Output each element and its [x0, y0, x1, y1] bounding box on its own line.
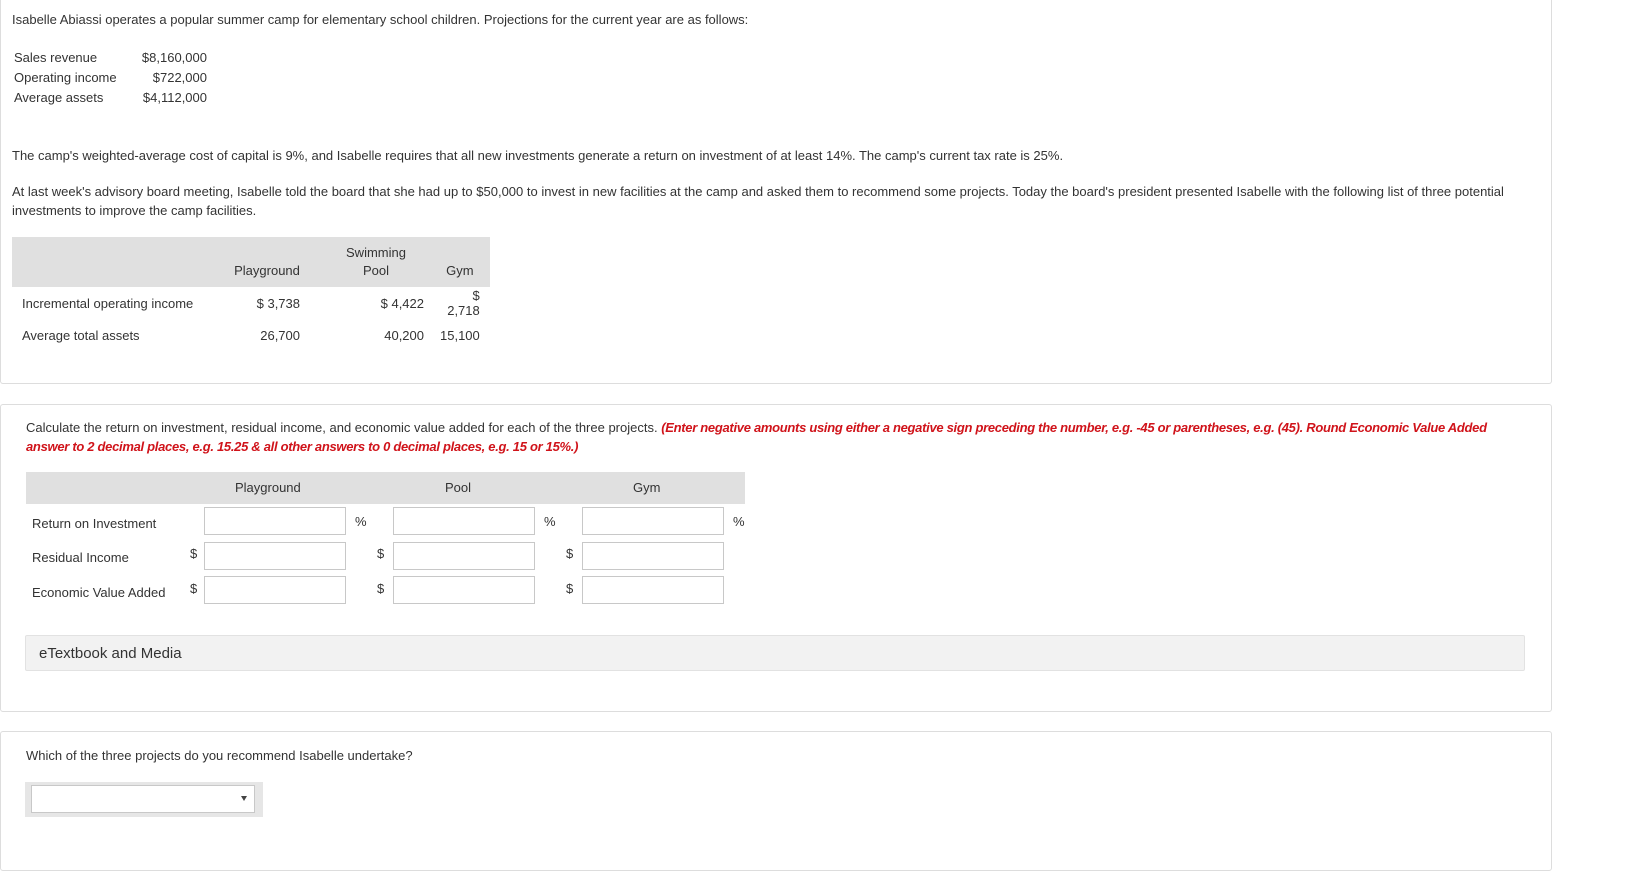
dollar-sign: $	[190, 546, 198, 561]
col-playground: Playground	[235, 480, 301, 495]
chevron-down-icon	[241, 796, 247, 801]
instruction-note: (Enter negative amounts using either a negative sign preceding the number, e.g. -45 or parentheses, e.g. (45). Round Economic Value Added answer to 2 decimal places, e.g. 15.25 & all other answers to 0 decimal places, e.g. 15 or 15%.)	[26, 420, 1487, 454]
row-label: Incremental operating income	[22, 295, 194, 311]
ri-gym-input[interactable]	[582, 542, 724, 570]
eva-gym-input[interactable]	[582, 576, 724, 604]
percent-sign: %	[355, 514, 367, 529]
header-swimming-line: Swimming	[346, 245, 406, 260]
header-swimming-pool	[322, 237, 430, 287]
table-row	[12, 319, 490, 351]
cell-value: $ 4,422	[380, 295, 424, 311]
cell-value: 26,700	[260, 327, 300, 343]
dollar-sign: $	[377, 581, 385, 596]
percent-sign: %	[733, 514, 745, 529]
cell-value: $ 3,738	[256, 295, 300, 311]
projection-value: $4,112,000	[142, 90, 207, 105]
dollar-sign: $	[566, 581, 574, 596]
projects-table	[12, 237, 490, 351]
etextbook-media-button[interactable]	[25, 635, 1525, 671]
col-gym: Gym	[633, 480, 661, 495]
dollar-sign: $	[377, 546, 385, 561]
recommend-select[interactable]	[31, 785, 255, 813]
instruction-main: Calculate the return on investment, residual income, and economic value added for each of the three projects.	[26, 420, 658, 435]
intro-text: Isabelle Abiassi operates a popular summer camp for elementary school children. Projections for the current year are as follows:	[12, 12, 749, 27]
board-paragraph: At last week's advisory board meeting, Isabelle told the board that she had up to $50,000 to invest in new facilities at the camp and asked them to recommend some projects. Today the board's president presented Isabelle with the following list of three potential investments to improve the camp facilities.	[12, 184, 1504, 218]
calc-table-header	[26, 472, 745, 504]
residual-income-label: Residual Income	[32, 550, 129, 565]
roi-gym-input[interactable]	[582, 507, 724, 535]
header-gym: Gym	[430, 237, 490, 287]
projects-header-empty	[12, 237, 212, 287]
capital-paragraph: The camp's weighted-average cost of capital is 9%, and Isabelle requires that all new investments generate a return on investment of at least 14%. The camp's current tax rate is 25%.	[12, 148, 1064, 163]
dollar-sign: $	[190, 581, 198, 596]
col-pool: Pool	[445, 480, 472, 495]
etextbook-label: eTextbook and Media	[39, 645, 182, 662]
roi-label: Return on Investment	[32, 516, 157, 531]
row-label: Average total assets	[22, 327, 140, 343]
roi-playground-input[interactable]	[204, 507, 346, 535]
eva-pool-input[interactable]	[393, 576, 535, 604]
projection-label: Sales revenue	[14, 50, 98, 65]
eva-playground-input[interactable]	[204, 576, 346, 604]
eva-label: Economic Value Added	[32, 585, 166, 600]
recommend-select-wrapper	[25, 782, 263, 817]
projection-row	[14, 88, 224, 108]
projection-value: $722,000	[152, 70, 207, 85]
recommend-question: Which of the three projects do you recommend Isabelle undertake?	[26, 748, 413, 763]
projection-label: Average assets	[14, 90, 104, 105]
projection-row	[14, 48, 224, 68]
projections-list	[14, 48, 224, 108]
cell-value: $ 2,718	[447, 288, 480, 318]
roi-pool-input[interactable]	[393, 507, 535, 535]
header-pool-line: Pool	[362, 263, 390, 278]
projection-row	[14, 68, 224, 88]
ri-playground-input[interactable]	[204, 542, 346, 570]
cell-value: 15,100	[440, 327, 480, 343]
instruction-text	[26, 418, 1526, 456]
projection-value: $8,160,000	[141, 50, 207, 65]
projects-header-row	[12, 237, 490, 287]
percent-sign: %	[544, 514, 556, 529]
cell-value: 40,200	[384, 327, 424, 343]
projection-label: Operating income	[14, 70, 117, 85]
ri-pool-input[interactable]	[393, 542, 535, 570]
table-row	[12, 287, 490, 319]
header-playground: Playground	[212, 237, 322, 287]
dollar-sign: $	[566, 546, 574, 561]
